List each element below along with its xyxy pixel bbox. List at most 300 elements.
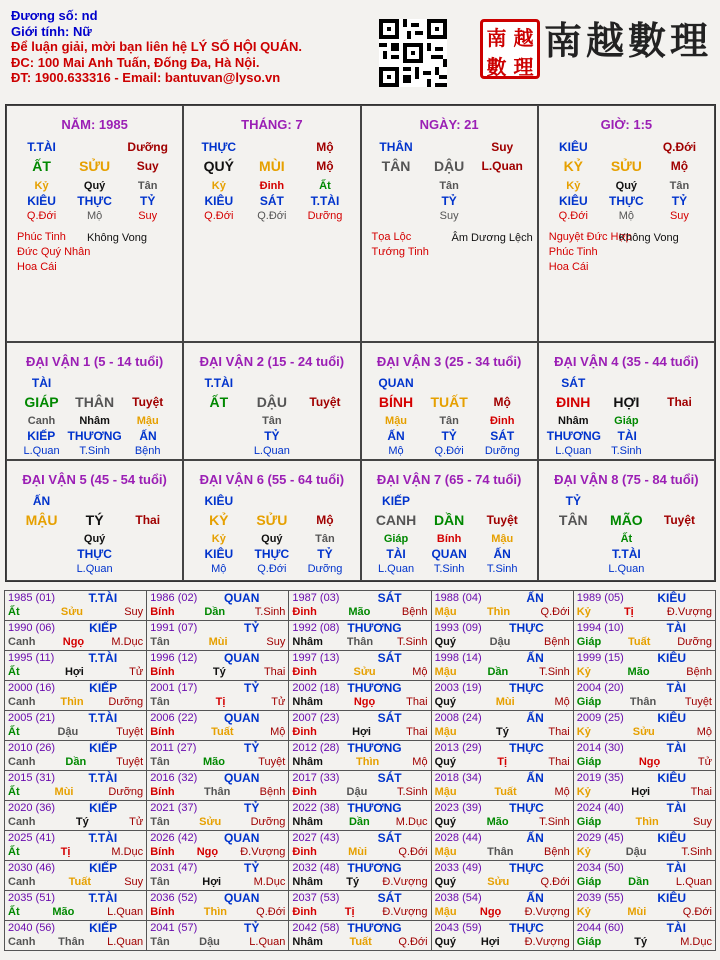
dai-van-stage-item: [15, 562, 68, 577]
pillar-stem-branch: [184, 159, 359, 174]
year-line1: [8, 681, 143, 695]
year-stem: Nhâm: [292, 876, 323, 888]
star-item: Phúc Tinh: [548, 246, 598, 258]
year-cell: [289, 711, 431, 741]
year-cell: [289, 801, 431, 831]
year-stage: Mộ: [412, 756, 428, 768]
dai-van-stem-branch-item: ĐINH: [556, 394, 591, 410]
year-cell: [5, 621, 147, 651]
year-stem: Đinh: [292, 726, 317, 738]
dai-van-top-item: KIẾP: [382, 494, 411, 508]
year-stem: Tân: [150, 636, 170, 648]
pillar-stage-item: Suy: [439, 210, 459, 222]
year-line2: [292, 605, 427, 619]
year-label: 1995 (11): [8, 652, 55, 664]
year-stem: Canh: [8, 876, 36, 888]
year-line2: [577, 755, 712, 769]
dai-van-top-item: [600, 376, 653, 391]
dai-van-top-item: [245, 494, 298, 509]
dai-van-stem-branch-item: CANH: [375, 512, 417, 528]
year-line1: [435, 621, 570, 635]
year-stage: Tử: [129, 816, 144, 828]
year-line2: [150, 785, 285, 799]
dai-van-top-item: [68, 376, 121, 391]
year-branch: Tị: [623, 606, 634, 618]
dai-van-god-item: TÀI: [617, 429, 637, 443]
dai-van-stage-item: Dưỡng: [484, 445, 520, 457]
year-stem: Ất: [8, 846, 20, 858]
year-branch: Sửu: [487, 876, 510, 888]
pillar-stage-item: Dưỡng: [307, 210, 343, 222]
year-god: QUAN: [224, 711, 260, 725]
year-stem: Nhâm: [292, 696, 323, 708]
pillar-stage-item: Q.Đới: [558, 210, 588, 222]
year-line1: [577, 771, 712, 785]
dai-van-top-item: [476, 494, 529, 509]
dai-van-cell: [183, 342, 360, 460]
pillar-top-item: [423, 140, 476, 155]
dai-van-cell: [361, 342, 538, 460]
dai-van-stem-branch-item: Tuyệt: [663, 513, 695, 527]
dai-van-god-item: [192, 429, 245, 444]
pillar-cell: [6, 105, 183, 342]
year-branch: Sửu: [353, 666, 376, 678]
year-stage: T.Sinh: [396, 636, 428, 648]
year-stem: Giáp: [576, 816, 602, 828]
dai-van-god-item: T.TÀI: [612, 547, 641, 561]
year-stem: Giáp: [576, 636, 602, 648]
year-line2: [8, 815, 143, 829]
year-label: 2036 (52): [150, 892, 198, 904]
qr-code-icon[interactable]: [379, 19, 447, 87]
year-label: 1991 (07): [150, 622, 198, 634]
dai-van-stem-branch-item: KỶ: [209, 512, 229, 528]
year-branch: Mùi: [627, 906, 647, 918]
year-line2: [577, 785, 712, 799]
star-right: Âm Dương Lệch: [451, 232, 533, 244]
dai-van-stem-branch-item: BÍNH: [378, 394, 414, 410]
year-stage: M.Dục: [395, 816, 428, 828]
year-line1: [577, 591, 712, 605]
dai-van-hidden-item: Mậu: [385, 415, 408, 427]
year-cell: [431, 741, 573, 771]
year-stage: Suy: [693, 816, 712, 828]
year-stem: Giáp: [576, 876, 602, 888]
year-label: 2037 (53): [292, 892, 340, 904]
year-label: 1994 (10): [576, 622, 624, 634]
year-stage: M.Dục: [253, 876, 286, 888]
pillar-stars: [184, 224, 359, 230]
year-stage: Dưỡng: [108, 696, 144, 708]
year-god: T.TÀI: [88, 891, 118, 905]
pillar-top-item: KIÊU: [558, 140, 588, 154]
year-stem: Mậu: [434, 606, 457, 618]
year-branch: Thân: [204, 786, 231, 798]
pillar-god-item: TỶ: [140, 194, 156, 208]
year-cell: [5, 801, 147, 831]
year-stage: T.Sinh: [681, 846, 712, 858]
year-label: 2028 (44): [434, 832, 482, 844]
year-branch: Dần: [65, 756, 87, 768]
gioi-tinh: Giới tính: Nữ: [11, 23, 92, 39]
pillar-top-item: [68, 140, 121, 155]
year-row: [5, 681, 716, 711]
year-line2: [577, 905, 712, 919]
year-line2: [150, 815, 285, 829]
year-branch: Thìn: [635, 816, 659, 828]
year-label: 2005 (21): [8, 712, 56, 724]
year-label: 2033 (49): [434, 862, 482, 874]
dai-van-god: [7, 547, 182, 562]
year-stage: T.Sinh: [539, 816, 570, 828]
dai-van-stem-branch: [362, 513, 537, 528]
year-stem: Giáp: [576, 756, 602, 768]
year-stage: Thai: [406, 696, 428, 708]
dai-van-stem-branch-item: ẤT: [209, 394, 229, 410]
year-god: THƯƠNG: [347, 801, 402, 815]
year-label: 2012 (28): [292, 742, 340, 754]
year-branch: Ngọ: [479, 906, 502, 918]
year-line1: [150, 651, 285, 665]
dai-van-top-item: SÁT: [561, 376, 586, 390]
year-branch: Dần: [487, 666, 509, 678]
duong-so: Đương số: nd: [11, 8, 98, 23]
year-stem: Đinh: [292, 906, 317, 918]
year-stage: Thai: [690, 786, 712, 798]
star-right: Không Vong: [618, 232, 679, 244]
year-label: 2029 (45): [576, 832, 624, 844]
year-branch: Dậu: [199, 936, 220, 948]
pillar-stage: [539, 209, 714, 224]
year-line2: [292, 875, 427, 889]
dai-van-stem-branch-item: GIÁP: [24, 394, 59, 410]
year-branch: Thìn: [60, 696, 84, 708]
dai-van-top-item: [653, 494, 706, 509]
year-cell: [5, 831, 147, 861]
year-stem: Mậu: [434, 786, 457, 798]
pillar-stars: [362, 224, 537, 260]
year-line1: [435, 861, 570, 875]
year-god: THƯƠNG: [347, 921, 402, 935]
year-stem: Bính: [150, 726, 175, 738]
year-stem: Bính: [150, 606, 175, 618]
pillar-god: [7, 194, 182, 209]
dai-van-title: ĐẠI VẬN 4 (35 - 44 tuổi): [554, 354, 699, 369]
year-branch: Dần: [348, 816, 370, 828]
year-cell: [5, 591, 147, 621]
dai-van-god-item: ẤN: [493, 547, 511, 561]
dai-van-hidden-item: Mậu: [136, 415, 159, 427]
dai-van-stage-item: [192, 444, 245, 459]
year-line1: [8, 831, 143, 845]
dai-van-god-item: [653, 429, 706, 444]
pillar-top-item: [245, 140, 298, 155]
year-stem: Ất: [8, 786, 20, 798]
year-label: 2013 (29): [434, 742, 482, 754]
dai-van-stage-item: L.Quan: [555, 445, 592, 457]
year-line2: [8, 665, 143, 679]
year-god: SÁT: [377, 891, 402, 905]
brand-char: 越: [586, 18, 629, 63]
year-stem: Canh: [8, 936, 36, 948]
year-line1: [577, 861, 712, 875]
dai-van-hidden-item: Đinh: [489, 415, 515, 427]
year-line1: [150, 891, 285, 905]
year-line1: [292, 711, 427, 725]
dai-van-hidden-item: Kỷ: [211, 533, 226, 545]
year-line1: [292, 921, 427, 935]
year-line1: [435, 681, 570, 695]
year-line1: [292, 861, 427, 875]
year-cell: [289, 591, 431, 621]
dai-van-top-item: TÀI: [31, 376, 52, 390]
dai-van-stage-item: [298, 444, 351, 459]
pillar-stage-item: Q.Đới: [204, 210, 234, 222]
year-branch: Thìn: [486, 606, 511, 618]
year-branch: Mão: [627, 666, 650, 678]
year-stem: Quý: [434, 756, 456, 768]
year-god: KIẾP: [89, 921, 118, 935]
year-line1: [435, 921, 570, 935]
year-line2: [577, 725, 712, 739]
year-stem: Kỷ: [576, 906, 591, 918]
dai-van-stem-branch: [7, 395, 182, 410]
year-line2: [577, 845, 712, 859]
year-line1: [150, 861, 285, 875]
year-stem: Canh: [8, 816, 36, 828]
pillar-stage-item: [476, 209, 529, 224]
pillar-stars: [539, 224, 714, 275]
year-god: SÁT: [377, 651, 402, 665]
year-line1: [8, 921, 143, 935]
dai-van-hidden-item: Nhâm: [558, 415, 589, 427]
year-cell: [573, 651, 715, 681]
year-god: ẤN: [526, 711, 544, 725]
year-label: 2044 (60): [576, 922, 624, 934]
year-line1: [292, 591, 427, 605]
pillar-cell: [538, 105, 715, 342]
year-row: [5, 621, 716, 651]
year-god: KIÊU: [657, 591, 686, 605]
dai-van-stage-item: Q.Đới: [257, 563, 287, 575]
year-cell: [431, 681, 573, 711]
year-label: 2041 (57): [150, 922, 198, 934]
dai-van-top: [7, 376, 182, 391]
dai-van-god: [184, 429, 359, 444]
year-cell: [431, 711, 573, 741]
pillar-hidden-item: Kỷ: [211, 180, 226, 192]
brand-seal: [480, 19, 540, 79]
year-line1: [292, 651, 427, 665]
year-stem: Canh: [8, 636, 36, 648]
year-cell: [573, 801, 715, 831]
pillar-god-item: TỶ: [441, 194, 457, 208]
pillar-stem-branch-item: QUÝ: [203, 158, 234, 174]
year-line1: [150, 711, 285, 725]
year-stage: Q.Đới: [540, 876, 570, 888]
pillar-hidden-item: [370, 179, 423, 194]
pillar-hidden-item: Ất: [319, 180, 331, 192]
year-label: 1985 (01): [8, 592, 56, 604]
year-cell: [5, 681, 147, 711]
year-line2: [150, 905, 285, 919]
year-god: THƯƠNG: [347, 621, 402, 635]
pillar-stem-branch: [7, 159, 182, 174]
year-label: 2038 (54): [434, 892, 482, 904]
dai-van-hidden: [362, 414, 537, 429]
dai-van-stage-item: L.Quan: [76, 563, 113, 575]
year-label: 1992 (08): [292, 622, 340, 634]
year-stage: T.Sinh: [539, 666, 570, 678]
year-branch: Thìn: [203, 906, 227, 918]
year-line2: [577, 815, 712, 829]
dai-van-top-item: [476, 376, 529, 391]
pillar-hidden: [7, 179, 182, 194]
year-cell: [147, 801, 289, 831]
year-label: 2032 (48): [292, 862, 340, 874]
pillar-hidden-item: [476, 179, 529, 194]
year-cell: [5, 891, 147, 921]
star-item: Đức Quý Nhân: [17, 246, 91, 258]
year-cell: [573, 741, 715, 771]
year-branch: Thân: [346, 636, 374, 648]
dai-van-hidden-item: Ất: [620, 533, 633, 545]
year-label: 2031 (47): [150, 862, 198, 874]
year-stage: Q.Đới: [256, 906, 286, 918]
year-row: [5, 771, 716, 801]
year-god: KIẾP: [89, 741, 118, 755]
year-stem: Kỷ: [576, 846, 591, 858]
year-row: [5, 921, 716, 951]
year-row: [5, 711, 716, 741]
year-branch: Hợi: [480, 936, 500, 948]
year-line2: [435, 755, 570, 769]
dai-van-god-item: ẤN: [387, 429, 405, 443]
year-label: 2007 (23): [292, 712, 340, 724]
year-line1: [577, 651, 712, 665]
year-branch: Mùi: [495, 696, 515, 708]
dai-van-title: ĐẠI VẬN 6 (55 - 64 tuổi): [199, 472, 345, 487]
year-line1: [577, 711, 712, 725]
year-line2: [150, 875, 285, 889]
year-branch: Dậu: [346, 786, 368, 798]
year-stage: M.Dục: [111, 636, 144, 648]
dai-van-hidden-item: Mậu: [491, 533, 514, 545]
year-stem: Nhâm: [292, 816, 323, 828]
pillar-top-item: THÂN: [379, 140, 413, 154]
year-line1: [8, 801, 143, 815]
year-line2: [292, 905, 427, 919]
dai-van-god: [539, 429, 714, 444]
year-stage: Q.Đới: [540, 606, 570, 618]
year-cell: [573, 711, 715, 741]
year-stage: Mộ: [554, 786, 570, 798]
year-god: ẤN: [526, 891, 544, 905]
year-line1: [292, 621, 427, 635]
year-line2: [577, 875, 712, 889]
year-god: THƯƠNG: [347, 681, 402, 695]
year-branch: Tị: [497, 756, 508, 768]
year-stage: Mộ: [696, 726, 712, 738]
year-stage: Dưỡng: [108, 786, 144, 798]
year-line1: [435, 651, 570, 665]
dai-van-stage-item: T.Sinh: [79, 445, 110, 457]
dai-van-stage-item: [653, 562, 706, 577]
year-stage: Đ.Vượng: [382, 906, 428, 918]
dai-van-hidden: [184, 414, 359, 429]
dai-van-top-item: QUAN: [378, 376, 414, 390]
year-cell: [5, 771, 147, 801]
pillar-stem-branch: [362, 159, 537, 174]
year-cell: [431, 621, 573, 651]
year-label: 1986 (02): [150, 592, 198, 604]
year-label: 2015 (31): [8, 772, 56, 784]
year-label: 2024 (40): [576, 802, 624, 814]
year-god: ẤN: [526, 591, 544, 605]
dai-van-stem-branch-item: Tuyệt: [486, 513, 518, 527]
pillar-stem-branch-item: ẤT: [32, 158, 51, 174]
brand-title: [544, 10, 712, 65]
pillar-stem-branch-item: L.Quan: [481, 159, 523, 173]
pillar-hidden-item: Đinh: [259, 180, 285, 192]
pillar-hidden: [362, 179, 537, 194]
pillar-title: NĂM: 1985: [61, 117, 128, 132]
year-stem: Mậu: [434, 846, 457, 858]
dai-van-hidden-item: [192, 414, 245, 429]
dai-van-god-item: KIẾP: [27, 429, 56, 443]
pillar-hidden-item: Kỷ: [566, 180, 581, 192]
year-god: TỶ: [244, 621, 260, 635]
year-god: QUAN: [224, 591, 260, 605]
year-cell: [573, 621, 715, 651]
dai-van-stage: [362, 444, 537, 459]
year-line1: [435, 711, 570, 725]
dai-van-god-item: KIÊU: [204, 547, 234, 561]
year-line2: [577, 695, 712, 709]
dai-van-hidden-item: [298, 414, 351, 429]
dai-van-top-item: [68, 494, 121, 509]
dai-van-stem-branch: [184, 513, 359, 528]
pillar-stem-branch-item: TÂN: [381, 158, 411, 174]
year-branch: Ngọ: [62, 636, 85, 648]
dai-van-hidden-item: Bính: [436, 533, 462, 545]
annual-luck-table: [4, 590, 716, 951]
year-stage: Mộ: [554, 696, 570, 708]
year-god: SÁT: [377, 711, 402, 725]
pillar-god-item: KIÊU: [558, 194, 588, 208]
star-item: Phúc Tinh: [17, 231, 66, 243]
year-branch: Sửu: [60, 606, 83, 618]
dai-van-top-item: [298, 376, 351, 391]
year-stem: Bính: [150, 906, 175, 918]
dai-van-stem-branch-item: HỢI: [613, 394, 640, 410]
dai-van-stem-branch-item: MÃO: [610, 512, 643, 528]
year-line1: [292, 681, 427, 695]
dai-van-god-item: TỶ: [317, 547, 333, 561]
year-line1: [292, 831, 427, 845]
year-label: 2003 (19): [434, 682, 482, 694]
year-line1: [8, 651, 143, 665]
year-line1: [435, 801, 570, 815]
pillar-top: [7, 140, 182, 155]
year-line1: [435, 741, 570, 755]
year-line2: [292, 635, 427, 649]
dai-van-stage-item: T.Sinh: [486, 563, 518, 575]
pillar-stage-item: Suy: [138, 210, 158, 222]
dai-van-stem-branch-item: Thai: [135, 513, 161, 527]
year-cell: [147, 891, 289, 921]
year-branch: Thân: [487, 846, 514, 858]
